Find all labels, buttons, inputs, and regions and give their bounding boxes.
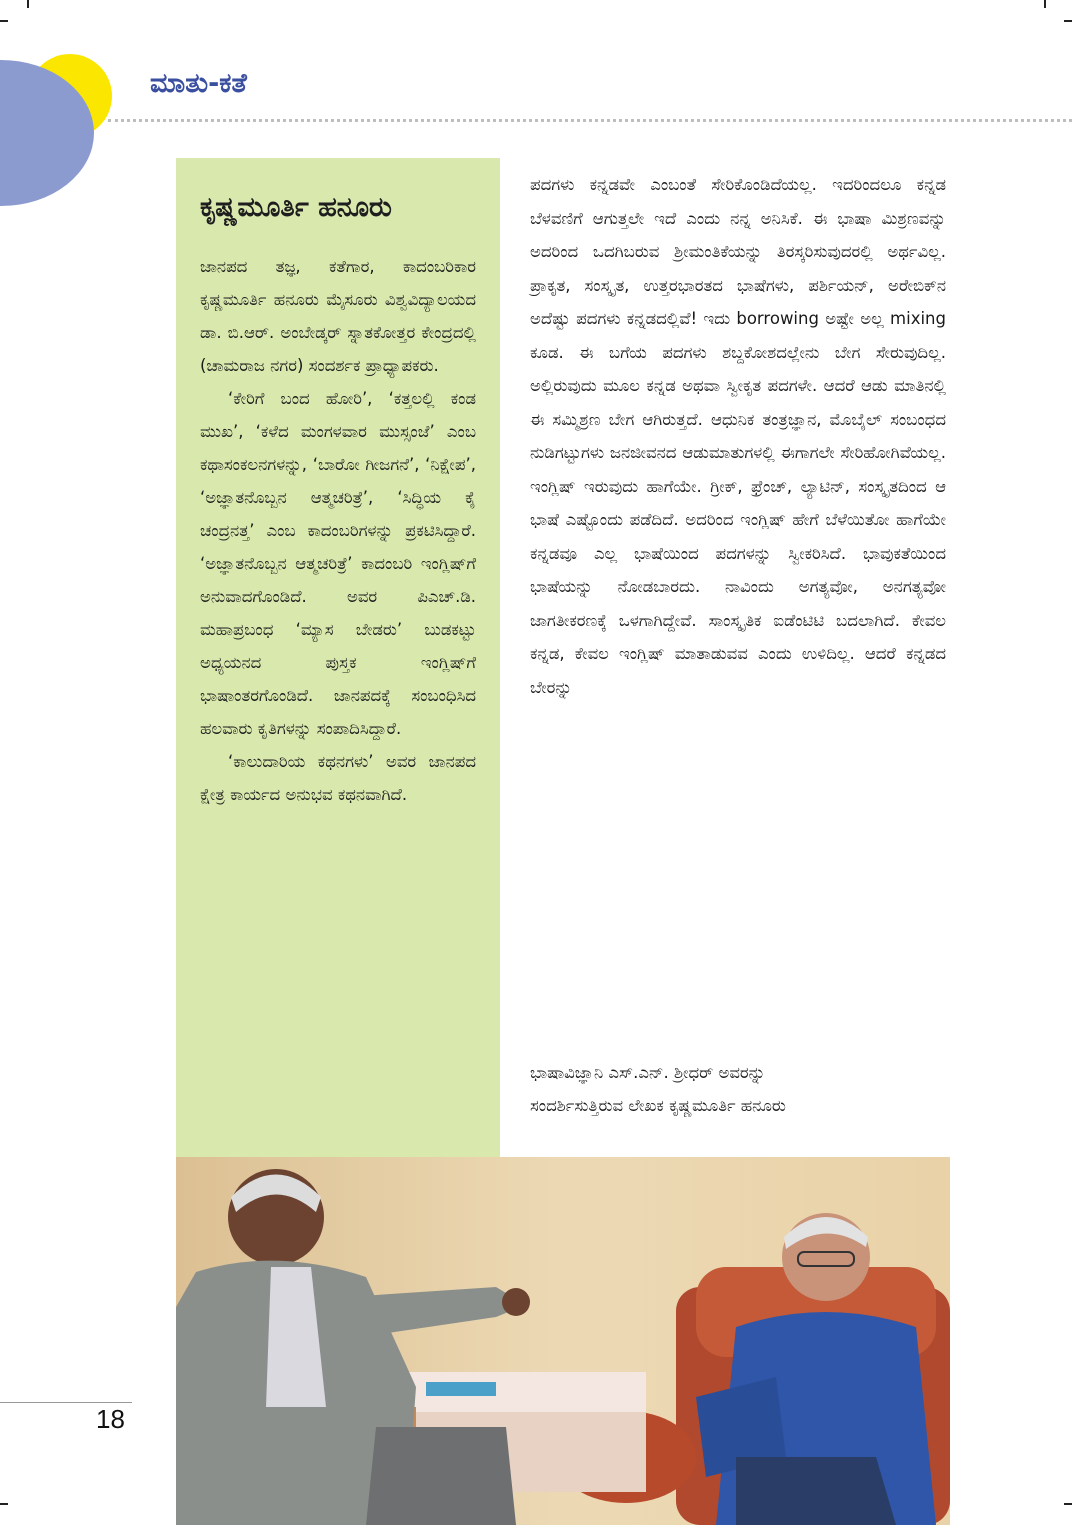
crop-mark: [1064, 20, 1072, 22]
page-number: 18: [96, 1404, 125, 1434]
author-name-heading: ಕೃಷ್ಣಮೂರ್ತಿ ಹನೂರು: [200, 192, 392, 223]
caption-line: ಸಂದರ್ಶಿಸುತ್ತಿರುವ ಲೇಖಕ ಕೃಷ್ಣಮೂರ್ತಿ ಹನೂರು: [530, 1096, 786, 1115]
article-paragraph: ಪದಗಳು ಕನ್ನಡವೇ ಎಂಬಂತೆ ಸೇರಿಕೊಂಡಿದೆಯಲ್ಲ. ಇದರಿಂದಲೂ ಕನ್ನಡ ಬೆಳವಣಿಗೆ ಆಗುತ್ತಲೇ ಇದೆ ಎಂದು ನನ್ನ ಅನಿಸಿಕೆ. ಈ ಭಾಷಾ ಮಿಶ್ರಣವನ್ನು ಅದರಿಂದ ಒದಗಿಬರುವ ಶ್ರೀಮಂತಿಕೆಯನ್ನು ತಿರಸ್ಕರಿಸುವುದರಲ್ಲಿ ಅರ್ಥವಿಲ್ಲ. ಪ್ರಾಕೃತ, ಸಂಸ್ಕೃತ, ಉತ್ತರಭಾರತದ ಭಾಷೆಗಳು, ಪರ್ಶಿಯನ್, ಅರೇಬಿಕ್‌ನ ಅದೆಷ್ಟು ಪದಗಳು ಕನ್ನಡದಲ್ಲಿವೆ! ಇದು borrowing ಅಷ್ಟೇ ಅಲ್ಲ mixing ಕೂಡ. ಈ ಬಗೆಯ ಪದಗಳು ಶಬ್ದಕೋಶದಲ್ಲೇನು ಬೇಗ ಸೇರುವುದಿಲ್ಲ. ಅಲ್ಲಿರುವುದು ಮೂಲ ಕನ್ನಡ ಅಥವಾ ಸ್ವೀಕೃತ ಪದಗಳೇ. ಆದರೆ ಆಡು ಮಾತಿನಲ್ಲಿ ಈ ಸಮ್ಮಿಶ್ರಣ ಬೇಗ ಆಗಿರುತ್ತದೆ. ಆಧುನಿಕ ತಂತ್ರಜ್ಞಾನ, ಮೊಬೈಲ್ ಸಂಬಂಧದ ನುಡಿಗಟ್ಟುಗಳು ಜನಜೀವನದ ಆಡುಮಾತುಗಳಲ್ಲಿ ಈಗಾಗಲೇ ಸೇರಿಹೋಗಿವೆಯಲ್ಲ. ಇಂಗ್ಲಿಷ್ ಇರುವುದು ಹಾಗೆಯೇ. ಗ್ರೀಕ್, ಫ್ರೆಂಚ್, ಲ್ಯಾಟಿನ್, ಸಂಸ್ಕೃತದಿಂದ ಆ ಭಾಷೆ ಎಷ್ಟೊಂದು ಪಡೆದಿದೆ. ಅದರಿಂದ ಇಂಗ್ಲಿಷ್ ಹೇಗೆ ಬೆಳೆಯಿತೋ ಹಾಗೆಯೇ ಕನ್ನಡವೂ ಎಲ್ಲ ಭಾಷೆಯಿಂದ ಪದಗಳನ್ನು ಸ್ವೀಕರಿಸಿದೆ. ಭಾವುಕತೆಯಿಂದ ಭಾಷೆಯನ್ನು ನೋಡಬಾರದು. ನಾವಿಂದು ಅಗತ್ಯವೋ, ಅನಗತ್ಯವೋ ಜಾಗತೀಕರಣಕ್ಕೆ ಒಳಗಾಗಿದ್ದೇವೆ. ಸಾಂಸ್ಕೃತಿಕ ಐಡೆಂಟಿಟಿ ಬದಲಾಗಿದೆ. ಕೇವಲ ಕನ್ನಡ, ಕೇವಲ ಇಂಗ್ಲಿಷ್ ಮಾತಾಡುವವ ಎಂದು ಉಳಿದಿಲ್ಲ. ಆದರೆ ಕನ್ನಡದ ಬೇರನ್ನು: [530, 175, 946, 697]
crop-mark: [27, 0, 29, 8]
page-number-rule: [0, 1402, 132, 1403]
dotted-divider: [108, 119, 1072, 122]
section-title: ಮಾತು-ಕತೆ: [150, 68, 247, 99]
crop-mark: [1044, 0, 1046, 8]
caption-line: ಭಾಷಾವಿಜ್ಞಾನಿ ಎಸ್.ಎನ್. ಶ್ರೀಧರ್ ಅವರನ್ನು: [530, 1063, 766, 1082]
bio-paragraph: ‘ಕಾಲುದಾರಿಯ ಕಥನಗಳು’ ಅವರ ಜಾನಪದ ಕ್ಷೇತ್ರ ಕಾರ್ಯದ ಅನುಭವ ಕಥನವಾಗಿದೆ.: [200, 752, 476, 804]
crop-mark: [0, 20, 8, 22]
interview-photo: [176, 1157, 950, 1525]
crop-mark: [0, 1503, 8, 1505]
article-column: [530, 168, 946, 704]
interview-photo-illustration: [176, 1157, 950, 1525]
bio-paragraph: ‘ಕೇರಿಗೆ ಬಂದ ಹೋರಿ’, ‘ಕತ್ತಲಲ್ಲಿ ಕಂಡ ಮುಖ’, ‘ಕಳೆದ ಮಂಗಳವಾರ ಮುಸ್ಸಂಜೆ’ ಎಂಬ ಕಥಾಸಂಕಲನಗಳನ್ನು, ‘ಬಾರೋ ಗೀಜಗನೆ’, ‘ನಿಕ್ಷೇಪ’, ‘ಅಜ್ಞಾತನೊಬ್ಬನ ಆತ್ಮಚರಿತ್ರೆ’, ‘ಸಿದ್ಧಿಯ ಕೈ ಚಂದ್ರನತ್ತ’ ಎಂಬ ಕಾದಂಬರಿಗಳನ್ನು ಪ್ರಕಟಿಸಿದ್ದಾರೆ. ‘ಅಜ್ಞಾತನೊಬ್ಬನ ಆತ್ಮಚರಿತ್ರೆ’ ಕಾದಂಬರಿ ಇಂಗ್ಲಿಷ್‌ಗೆ ಅನುವಾದಗೊಂಡಿದೆ. ಅವರ ಪಿಎಚ್.ಡಿ. ಮಹಾಪ್ರಬಂಧ ‘ಮ್ಯಾಸ ಬೇಡರು’ ಬುಡಕಟ್ಟು ಅಧ್ಯಯನದ ಪುಸ್ತಕ ಇಂಗ್ಲಿಷ್‌ಗೆ ಭಾಷಾಂತರಗೊಂಡಿದೆ. ಜಾನಪದಕ್ಕೆ ಸಂಬಂಧಿಸಿದ ಹಲವಾರು ಕೃತಿಗಳನ್ನು ಸಂಪಾದಿಸಿದ್ದಾರೆ.: [200, 389, 476, 738]
author-bio-sidebar: [176, 158, 500, 1158]
photo-caption: [530, 1056, 950, 1122]
bio-paragraph: ಜಾನಪದ ತಜ್ಞ, ಕತೆಗಾರ, ಕಾದಂಬರಿಕಾರ ಕೃಷ್ಣಮೂರ್ತಿ ಹನೂರು ಮೈಸೂರು ವಿಶ್ವವಿದ್ಯಾಲಯದ ಡಾ. ಬಿ.ಆರ್. ಅಂಬೇಡ್ಕರ್ ಸ್ನಾತಕೋತ್ತರ ಕೇಂದ್ರದಲ್ಲಿ (ಚಾಮರಾಜ ನಗರ) ಸಂದರ್ಶಕ ಪ್ರಾಧ್ಯಾಪಕರು.: [200, 257, 476, 375]
crop-mark: [1064, 1503, 1072, 1505]
